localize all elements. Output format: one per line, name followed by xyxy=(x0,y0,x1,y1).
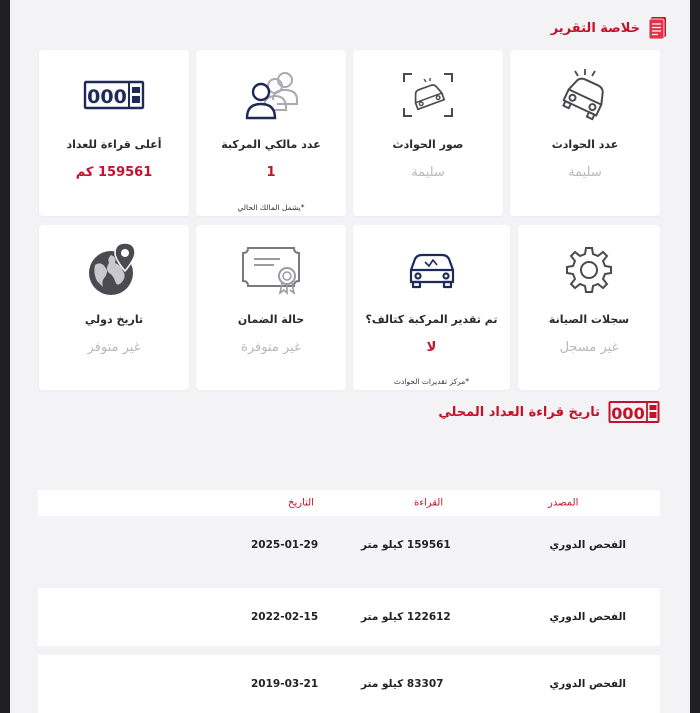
row-source: الفحص الدوري xyxy=(549,539,626,551)
summary-section-title xyxy=(551,16,668,40)
globe-location-icon xyxy=(85,239,143,301)
owners-group-icon xyxy=(239,64,303,126)
card-odometer-max xyxy=(39,50,189,216)
table-row xyxy=(38,588,660,646)
table-row xyxy=(38,655,660,713)
damaged-car-icon xyxy=(405,239,459,301)
maintenance-label: سجلات الصيانة xyxy=(548,313,630,326)
international-value: غير متوفر xyxy=(87,340,141,355)
gear-icon xyxy=(564,239,614,301)
owners-count-value: 1 xyxy=(266,165,276,180)
column-source: المصدر xyxy=(548,497,579,509)
crashed-car-icon xyxy=(555,64,615,126)
odometer-history-title-text: تاريخ قراءة العداد المحلي xyxy=(438,404,600,420)
certificate-icon xyxy=(240,239,302,301)
accidents-count-value: سليمة xyxy=(568,165,602,180)
summary-title-text: خلاصة التقرير xyxy=(550,20,640,36)
odometer-max-label: أعلى قراءة للعداد xyxy=(66,138,162,151)
accident-photos-value: سليمة xyxy=(411,165,445,180)
odometer-table-header xyxy=(38,490,660,516)
row-reading: 122612 كيلو متر xyxy=(361,611,451,623)
card-owners-count xyxy=(196,50,346,216)
accidents-count-label: عدد الحوادث xyxy=(551,138,619,151)
report-document-icon xyxy=(648,16,668,40)
card-total-loss xyxy=(353,225,510,390)
odometer-digits: 000 xyxy=(87,86,127,108)
warranty-label: حالة الضمان xyxy=(237,313,305,326)
row-source: الفحص الدوري xyxy=(549,678,626,690)
card-accidents-count xyxy=(510,50,660,216)
international-label: تاريخ دولي xyxy=(84,313,144,326)
row-source: الفحص الدوري xyxy=(549,611,626,623)
row-date: 2025-01-29 xyxy=(251,539,319,551)
odometer-max-value: 159561 كم xyxy=(75,165,153,180)
accident-photo-icon xyxy=(400,64,456,126)
odometer-history-title xyxy=(438,400,660,424)
odometer-red-icon xyxy=(608,400,660,424)
total-loss-note: *مركز تقديرات الحوادث xyxy=(393,377,470,386)
maintenance-value: غير مسجل xyxy=(559,340,619,355)
row-reading: 83307 كيلو متر xyxy=(361,678,444,690)
owners-count-label: عدد مالكي المركبة xyxy=(221,138,321,151)
card-accident-photos xyxy=(353,50,503,216)
column-reading: القراءة xyxy=(414,497,444,509)
odometer-history-digits: 000 xyxy=(611,404,645,423)
column-date: التاريخ xyxy=(288,497,314,509)
owners-count-note: *يشمل المالك الحالي xyxy=(237,203,305,212)
row-date: 2019-03-21 xyxy=(251,678,319,690)
card-maintenance xyxy=(518,225,660,390)
accident-photos-label: صور الحوادث xyxy=(392,138,464,151)
report-page xyxy=(10,0,690,713)
row-date: 2022-02-15 xyxy=(251,611,319,623)
total-loss-label: تم تقدير المركبة كتالف؟ xyxy=(365,313,498,326)
row-reading: 159561 كيلو متر xyxy=(361,539,451,551)
warranty-value: غير متوفرة xyxy=(241,340,301,355)
card-international xyxy=(39,225,189,390)
table-row xyxy=(38,516,660,574)
total-loss-value: لا xyxy=(426,340,437,355)
odometer-icon xyxy=(83,64,145,126)
card-warranty xyxy=(196,225,346,390)
